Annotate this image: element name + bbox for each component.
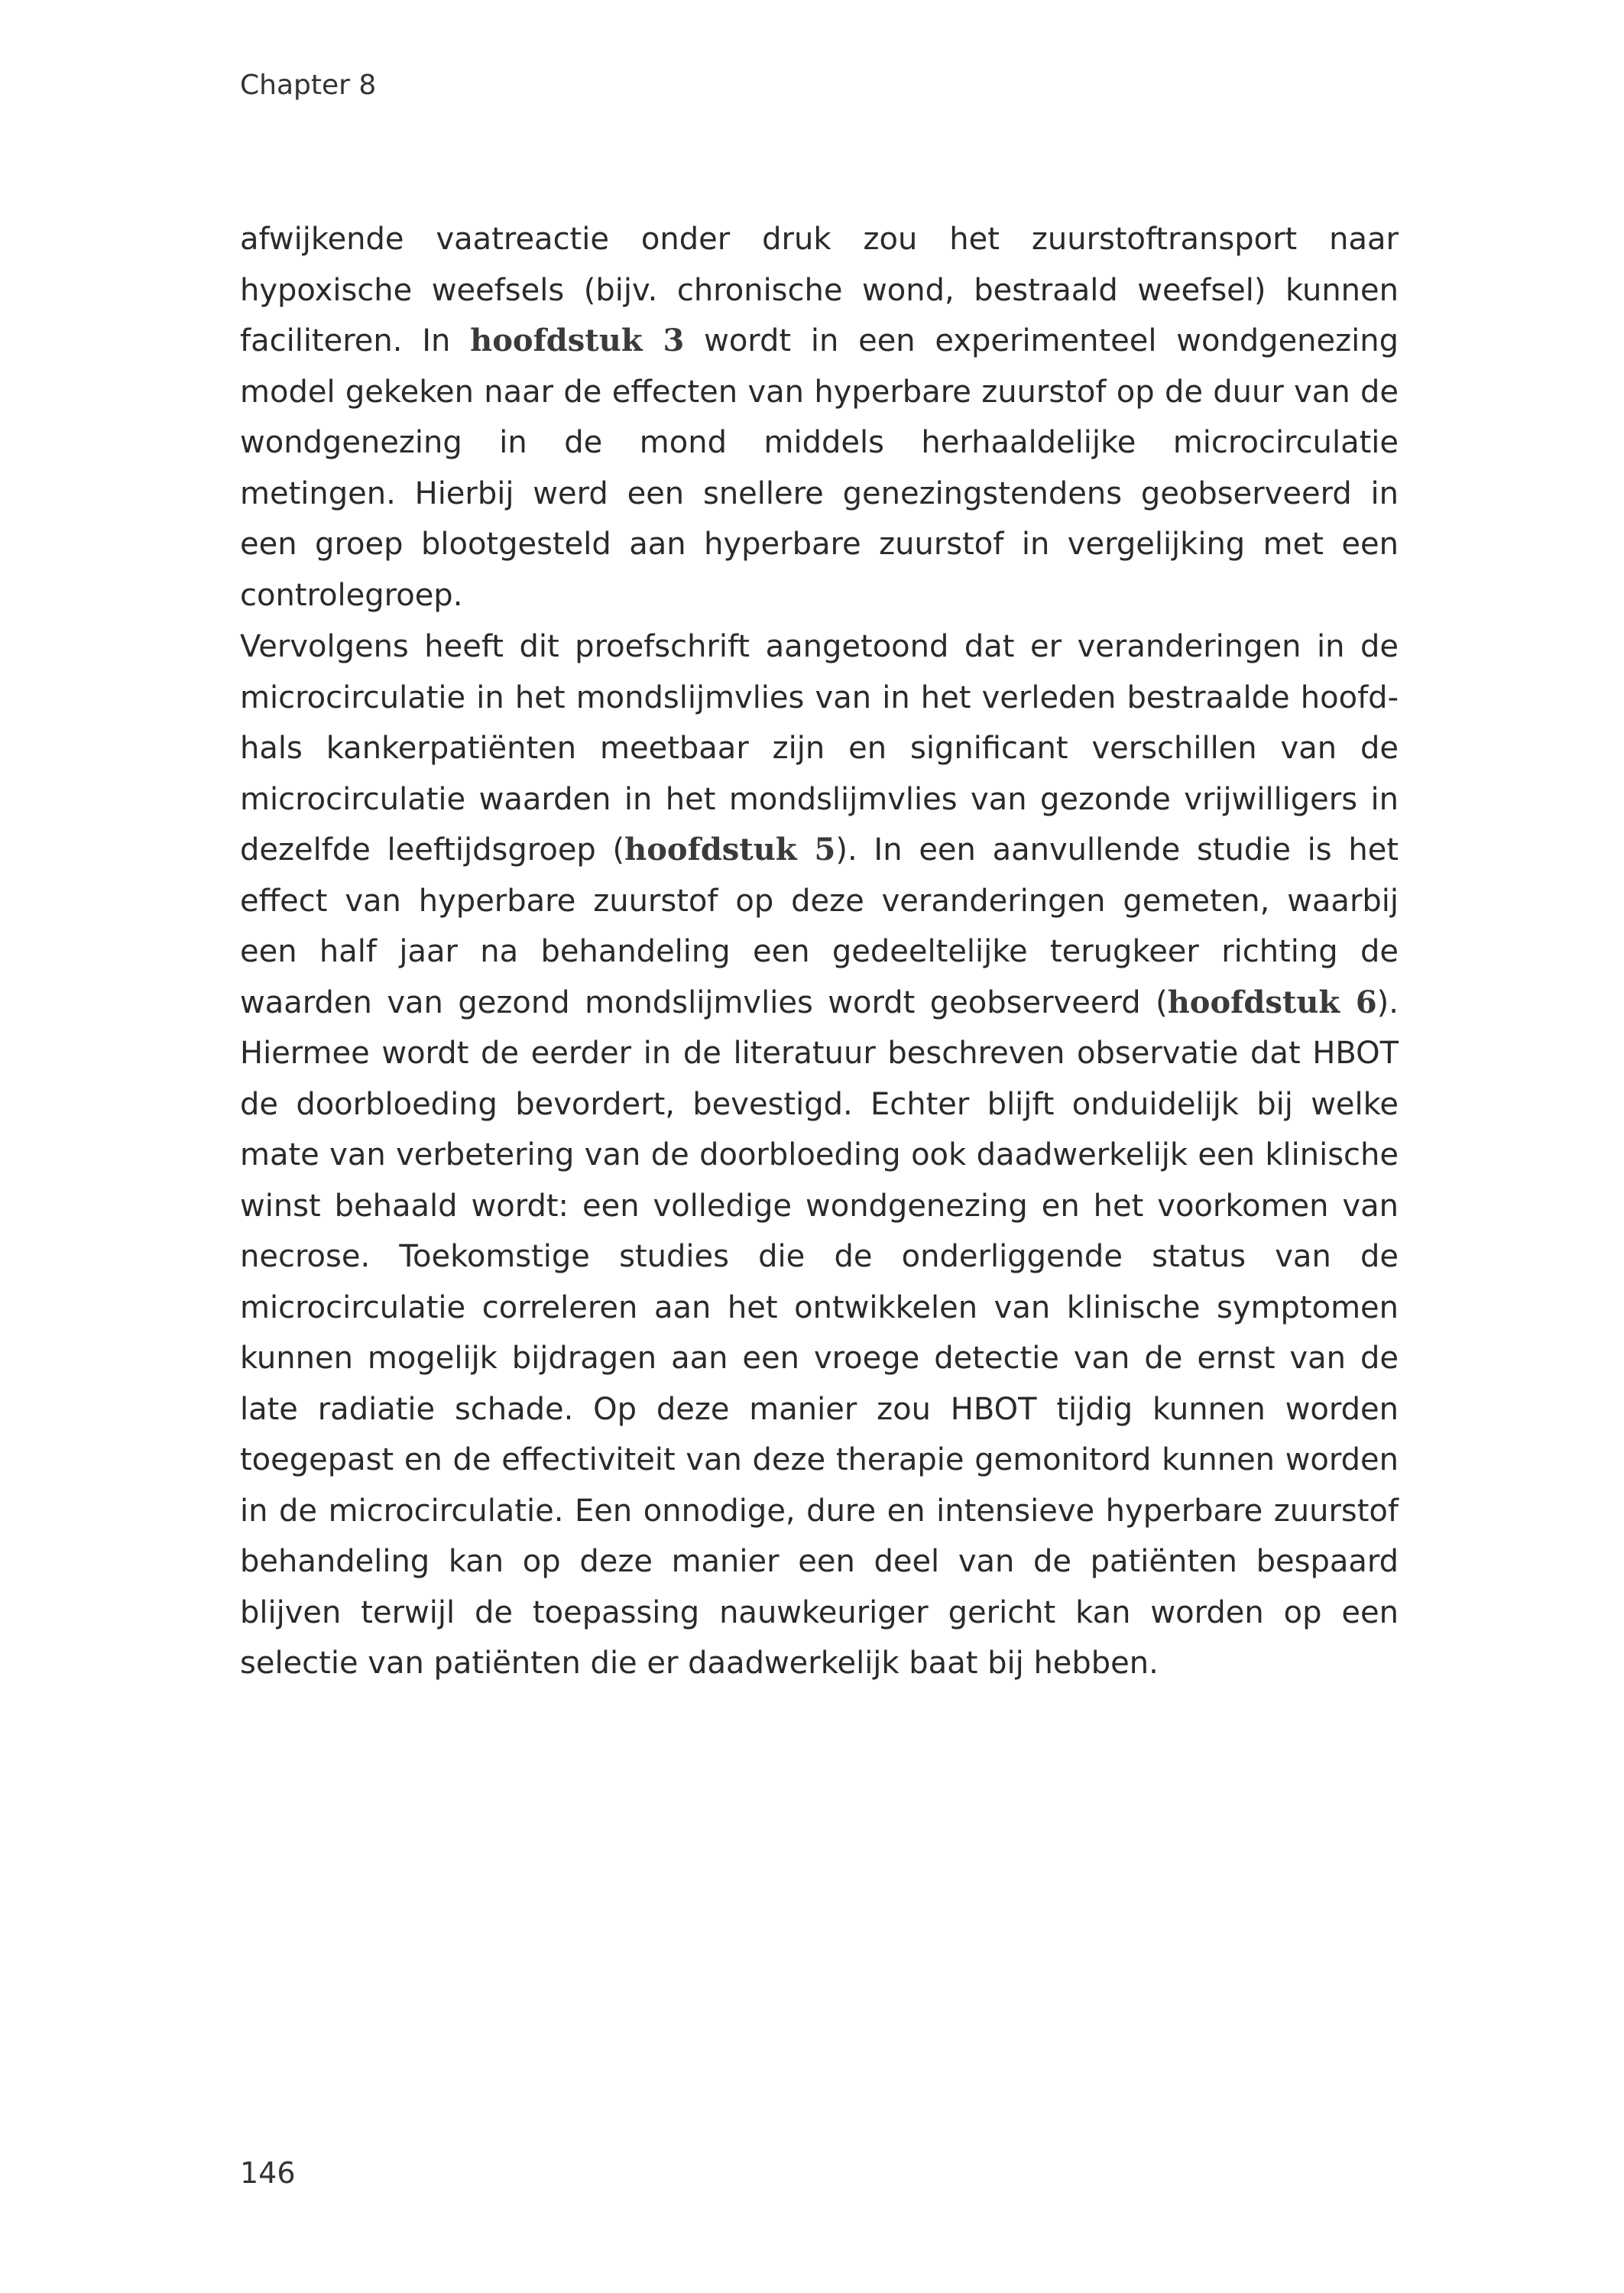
paragraph-text: ). In een aanvullende studie is het effect van hyperbare zuurstof op deze veranderingen gemeten, waarbij een half jaar na behandeling een gedeeltelijke terugkeer richting de waarden van gezond mondslijmvlies wordt geobserveerd ( — [240, 832, 1399, 1020]
chapter-reference: hoofdstuk 5 — [624, 832, 836, 868]
chapter-reference: hoofdstuk 6 — [1167, 984, 1377, 1020]
body-paragraph — [240, 621, 1399, 1689]
body-paragraph — [240, 214, 1399, 621]
chapter-reference: hoofdstuk 3 — [470, 323, 685, 358]
paragraph-text: wordt in een experimenteel wondgenezing model gekeken naar de effecten van hyperbare zuurstof op de duur van de wondgenezing in de mond middels herhaaldelijke microcirculatie metingen. Hierbij werd een snellere genezingstendens geobserveerd in een groep blootgesteld aan hyperbare zuurstof in vergelijking met een controlegroep. — [240, 323, 1399, 613]
paragraph-text: ). Hiermee wordt de eerder in de literatuur beschreven observatie dat HBOT de doorbloeding bevordert, bevestigd. Echter blijft onduidelijk bij welke mate van verbetering van de doorbloeding ook daadwerkelijk een klinische winst behaald wordt: een volledige wondgenezing en het voorkomen van necrose. Toekomstige studies die de onderliggende status van de microcirculatie correleren aan het ontwikkelen van klinische symptomen kunnen mogelijk bijdragen aan een vroege detectie van de ernst van de late radiatie schade. Op deze manier zou HBOT tijdig kunnen worden toegepast en de effectiviteit van deze therapie gemonitord kunnen worden in de microcirculatie. Een onnodige, dure en intensieve hyperbare zuurstof behandeling kan op deze manier een deel van de patiënten bespaard blijven terwijl de toepassing nauwkeuriger gericht kan worden op een selectie van patiënten die er daadwerkelijk baat bij hebben. — [240, 984, 1399, 1681]
paragraph-text: Vervolgens heeft dit proefschrift aangetoond dat er veranderingen in de microcirculatie in het mondslijmvlies van in het verleden bestraalde hoofd-hals kankerpatiënten meetbaar zijn en significant verschillen van de microcirculatie waarden in het mondslijmvlies van gezonde vrijwilligers in dezelfde leeftijdsgroep ( — [240, 629, 1399, 868]
running-header: Chapter 8 — [240, 70, 377, 101]
page-number: 146 — [240, 2156, 296, 2190]
paragraph-text: afwijkende vaatreactie onder druk zou het zuurstoftransport naar hypoxische weefsels (bijv. chronische wond, bestraald weefsel) kunnen faciliteren. In — [240, 222, 1399, 358]
